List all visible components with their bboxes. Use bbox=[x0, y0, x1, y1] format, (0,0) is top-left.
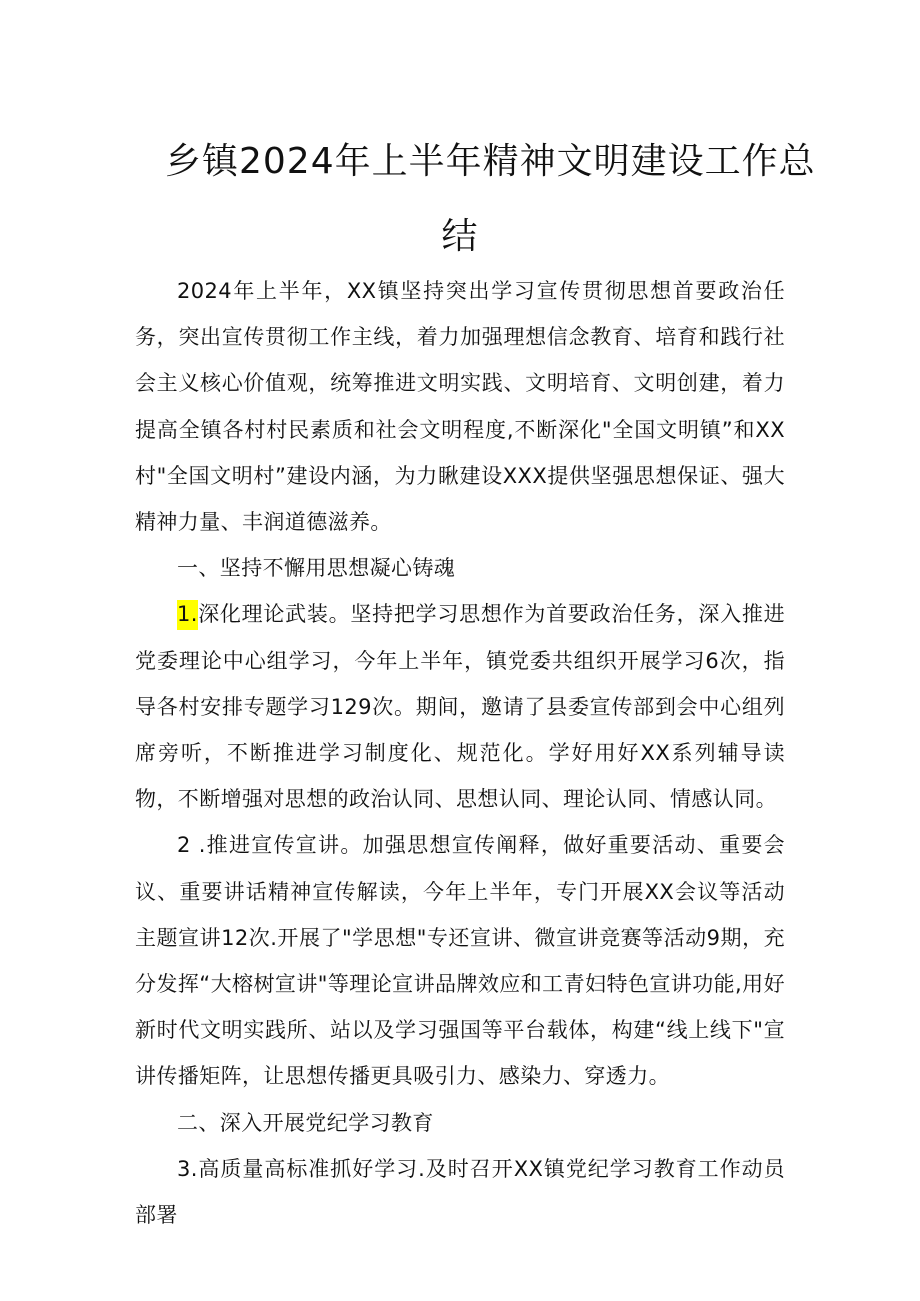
heading-text: 一、坚持不懈用思想凝心铸魂 bbox=[177, 556, 456, 581]
heading-text: 二、深入开展党纪学习教育 bbox=[177, 1110, 434, 1135]
document-body bbox=[135, 268, 785, 1238]
paragraph-text: 高质量高标准抓好学习.及时召开XX镇党纪学习教育工作动员部署 bbox=[135, 1156, 785, 1228]
list-item-3 bbox=[135, 1146, 785, 1238]
paragraph-text: 推进宣传宣讲。加强思想宣传阐释，做好重要活动、重要会议、重要讲话精神宣传解读，今年上半年，专门开展XX会议等活动主题宣讲12次.开展了"学思想"专还宣讲、微宣讲竞赛等活动9期，充分发挥“大榕树宣讲"等理论宣讲品牌效应和工青妇特色宣讲功能,用好新时代文明实践所、站以及学习强国等平台载体，构建“线上线下"宣讲传播矩阵，让思想传播更具吸引力、感染力、穿透力。 bbox=[135, 833, 785, 1089]
section-heading-2 bbox=[135, 1100, 785, 1146]
intro-paragraph bbox=[135, 268, 785, 545]
document-title-line-1: 乡镇2024年上半年精神文明建设工作总 bbox=[165, 141, 816, 182]
item-marker: 2 . bbox=[177, 833, 206, 858]
item-marker: 3. bbox=[177, 1156, 198, 1181]
list-item-1 bbox=[135, 591, 785, 822]
section-heading-1 bbox=[135, 545, 785, 591]
list-item-2 bbox=[135, 822, 785, 1099]
highlighted-item-marker: 1. bbox=[177, 600, 198, 630]
paragraph-text: 深化理论武装。坚持把学习思想作为首要政治任务，深入推进党委理论中心组学习，今年上半年，镇党委共组织开展学习6次，指导各村安排专题学习129次。期间，邀请了县委宣传部到会中心组列席旁听，不断推进学习制度化、规范化。学好用好XX系列辅导读物，不断增强对思想的政治认同、思想认同、理论认同、情感认同。 bbox=[135, 602, 785, 812]
document-title-line-2: 结 bbox=[441, 216, 479, 257]
paragraph-text: 2024年上半年，XX镇坚持突出学习宣传贯彻思想首要政治任务，突出宣传贯彻工作主线，着力加强理想信念教育、培育和践行社会主义核心价值观，统筹推进文明实践、文明培育、文明创建，着力提高全镇各村村民素质和社会文明程度,不断深化"全国文明镇”和XX村"全国文明村”建设内涵，为力瞅建设XXX提供坚强思想保证、强大精神力量、丰润道德滋养。 bbox=[135, 279, 785, 535]
